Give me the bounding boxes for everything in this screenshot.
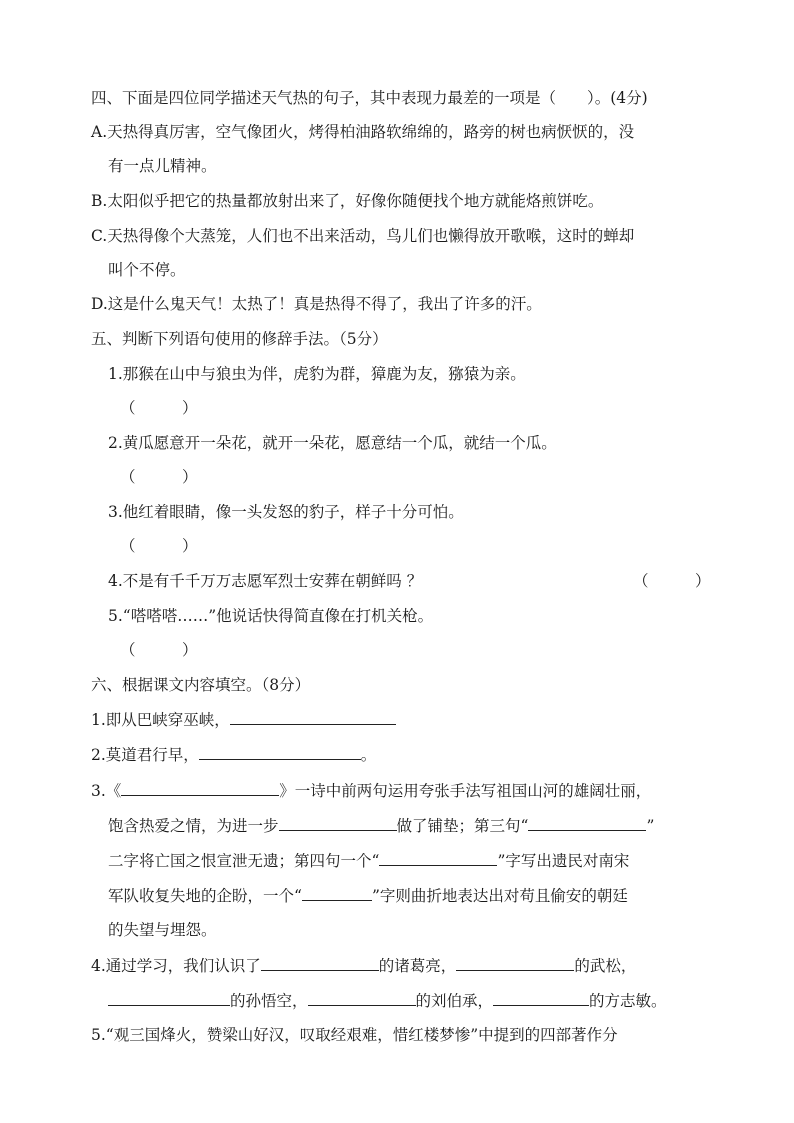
- fill-blank[interactable]: [379, 850, 497, 866]
- q5-answer-paren-5[interactable]: （ ）: [120, 641, 198, 659]
- q5-answer-paren-1[interactable]: （ ）: [120, 399, 198, 417]
- q5-sentence-3: 3.他红着眼睛，像一头发怒的豹子，样子十分可怕。: [108, 503, 464, 521]
- q6-item-2: [91, 744, 376, 765]
- q4-option-c-line2: 叫个不停。: [108, 261, 186, 279]
- fill-blank[interactable]: [108, 990, 230, 1006]
- q5-sentence-1: 1.那猴在山中与狼虫为伴，虎豹为群，獐鹿为友，猕猿为亲。: [108, 365, 526, 383]
- q6-item-3-line4: [108, 885, 628, 906]
- q4-option-b: B.太阳似乎把它的热量都放射出来了，好像你随便找个地方就能烙煎饼吃。: [91, 192, 604, 210]
- fill-blank[interactable]: [121, 780, 279, 796]
- fill-blank[interactable]: [528, 815, 646, 831]
- q5-sentence-5: 5.“嗒嗒嗒……”他说话快得简直像在打机关枪。: [108, 607, 434, 625]
- fill-blank[interactable]: [493, 990, 589, 1006]
- q5-answer-paren-3[interactable]: （ ）: [120, 537, 198, 555]
- q6-item-3-text-f: 二字将亡国之恨宣泄无遗；第四句一个“: [108, 852, 380, 870]
- q6-item-1-text: 1.即从巴峡穿巫峡，: [91, 711, 230, 729]
- q6-item-3-text-h: 军队收复失地的企盼，一个“: [108, 887, 302, 905]
- q6-item-4-text-b: 的诸葛亮，: [378, 957, 457, 975]
- q6-item-4-text-f: 的方志敏。: [589, 992, 667, 1010]
- q4-option-a-line1: A.天热得真厉害，空气像团火，烤得柏油路软绵绵的，路旁的树也病恹恹的，没: [91, 123, 635, 141]
- q6-item-4-text-e: 的刘伯承，: [415, 992, 494, 1010]
- q4-heading: 四、下面是四位同学描述天气热的句子，其中表现力最差的一项是（ ）。(4分): [91, 89, 648, 107]
- q5-heading: 五、判断下列语句使用的修辞手法。（5分）: [91, 330, 388, 348]
- q6-item-1: [91, 709, 396, 730]
- q6-item-2-text: 2.莫道君行早，: [91, 746, 199, 764]
- fill-blank[interactable]: [308, 990, 416, 1006]
- q5-sentence-4: 4.不是有千千万万志愿军烈士安葬在朝鲜吗 ？: [108, 572, 423, 590]
- q6-item-3-text-i: ”字则曲折地表达出对苟且偷安的朝廷: [371, 887, 628, 905]
- fill-blank[interactable]: [261, 955, 379, 971]
- fill-blank[interactable]: [199, 744, 361, 760]
- q6-item-3-text-a: 3.《: [91, 782, 122, 800]
- q4-option-a-line2: 有一点儿精神。: [108, 157, 217, 175]
- fill-blank[interactable]: [279, 815, 397, 831]
- q6-item-2-end: 。: [360, 746, 377, 764]
- q6-item-3-line3: [108, 850, 629, 871]
- q6-item-4-text-d: 的孙悟空，: [230, 992, 308, 1010]
- q6-item-3-line5: 的失望与埋怨。: [108, 921, 217, 939]
- fill-blank[interactable]: [230, 709, 396, 725]
- q5-answer-paren-4[interactable]: （ ）: [633, 572, 711, 590]
- q6-heading: 六、根据课文内容填空。（8分）: [91, 676, 311, 694]
- fill-blank[interactable]: [302, 885, 372, 901]
- q6-item-4-line1: [91, 955, 636, 976]
- q6-item-4-line2: [108, 990, 667, 1011]
- q6-item-5: 5.“观三国烽火，赞梁山好汉，叹取经艰难，惜红楼梦惨”中提到的四部著作分: [91, 1026, 618, 1044]
- q6-item-3-line1: [91, 780, 651, 801]
- q6-item-3-line2: [108, 815, 654, 836]
- q6-item-3-text-g: ”字写出遗民对南宋: [497, 852, 630, 870]
- q6-item-3-text-b: 》一诗中前两句运用夸张手法写祖国山河的雄阔壮丽，: [279, 782, 652, 800]
- q5-answer-paren-2[interactable]: （ ）: [120, 468, 198, 486]
- q6-item-3-text-e: ”: [646, 817, 655, 835]
- q6-item-4-text-c: 的武松，: [574, 957, 637, 975]
- q5-sentence-2: 2.黄瓜愿意开一朵花，就开一朵花，愿意结一个瓜，就结一个瓜。: [108, 434, 557, 452]
- q6-item-4-text-a: 4.通过学习，我们认识了: [91, 957, 261, 975]
- q6-item-3-text-d: 做了铺垫；第三句“: [396, 817, 529, 835]
- fill-blank[interactable]: [456, 955, 574, 971]
- q4-option-c-line1: C.天热得像个大蒸笼，人们也不出来活动，鸟儿们也懒得放开歌喉，这时的蝉却: [91, 227, 635, 245]
- q6-item-3-text-c: 饱含热爱之情，为进一步: [108, 817, 279, 835]
- q4-option-d: D.这是什么鬼天气！太热了！真是热得不得了，我出了许多的汗。: [91, 295, 542, 313]
